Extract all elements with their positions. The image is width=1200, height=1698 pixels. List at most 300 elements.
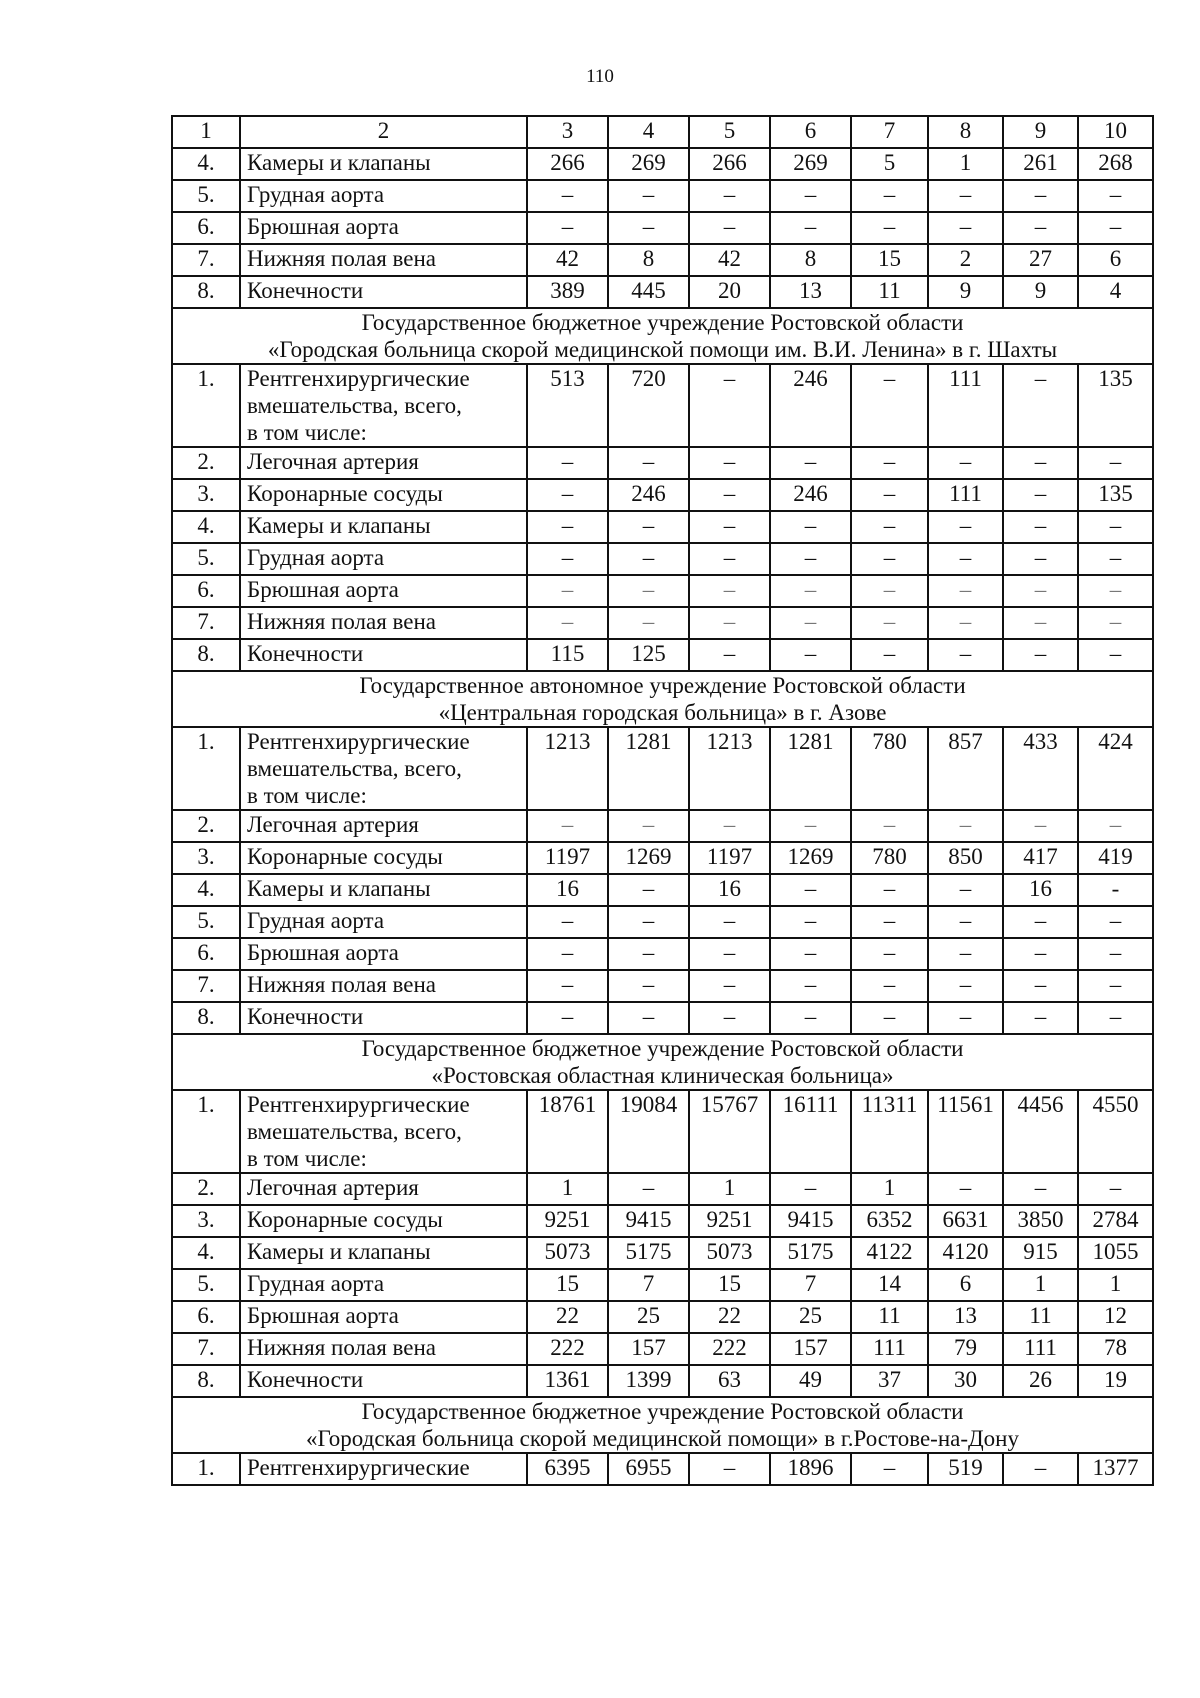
row-label bbox=[240, 639, 527, 671]
table-row bbox=[172, 1269, 1153, 1301]
row-label bbox=[240, 1269, 527, 1301]
table-row bbox=[172, 575, 1153, 607]
value-cell: – bbox=[1078, 810, 1153, 842]
row-number: 1. bbox=[172, 364, 240, 447]
value-cell: – bbox=[1003, 180, 1078, 212]
row-label bbox=[240, 906, 527, 938]
table-row bbox=[172, 543, 1153, 575]
value-cell: 1377 bbox=[1078, 1453, 1153, 1485]
institution-title-line: Государственное автономное учреждение Ростовской области bbox=[359, 673, 966, 698]
value-cell: – bbox=[527, 938, 608, 970]
table-row bbox=[172, 1301, 1153, 1333]
value-cell: 5073 bbox=[527, 1237, 608, 1269]
value-cell: 9415 bbox=[770, 1205, 851, 1237]
value-cell: 49 bbox=[770, 1365, 851, 1397]
row-label-line: Камеры и клапаны bbox=[247, 513, 431, 538]
value-cell: – bbox=[928, 1173, 1003, 1205]
value-cell: – bbox=[770, 447, 851, 479]
value-cell: – bbox=[1003, 639, 1078, 671]
row-number: 4. bbox=[172, 874, 240, 906]
value-cell: – bbox=[527, 212, 608, 244]
value-cell: – bbox=[851, 970, 928, 1002]
value-cell: – bbox=[608, 212, 689, 244]
institution-title-line: «Ростовская областная клиническая больница» bbox=[431, 1063, 894, 1088]
value-cell: – bbox=[851, 1002, 928, 1034]
value-cell: 1361 bbox=[527, 1365, 608, 1397]
row-label-line: в том числе: bbox=[247, 1146, 367, 1171]
row-label-line: Нижняя полая вена bbox=[247, 972, 436, 997]
value-cell: – bbox=[770, 906, 851, 938]
table-row bbox=[172, 1002, 1153, 1034]
value-cell: 15 bbox=[527, 1269, 608, 1301]
value-cell: – bbox=[689, 180, 770, 212]
value-cell: – bbox=[851, 364, 928, 447]
value-cell: 915 bbox=[1003, 1237, 1078, 1269]
section-header-row bbox=[172, 308, 1153, 364]
row-label bbox=[240, 1002, 527, 1034]
value-cell: 8 bbox=[608, 244, 689, 276]
row-label bbox=[240, 970, 527, 1002]
column-number: 3 bbox=[527, 116, 608, 148]
value-cell: 4122 bbox=[851, 1237, 928, 1269]
value-cell: 222 bbox=[689, 1333, 770, 1365]
value-cell: 417 bbox=[1003, 842, 1078, 874]
value-cell: – bbox=[851, 810, 928, 842]
table-row bbox=[172, 1365, 1153, 1397]
value-cell: 16 bbox=[1003, 874, 1078, 906]
value-cell: – bbox=[851, 212, 928, 244]
value-cell: 222 bbox=[527, 1333, 608, 1365]
value-cell: – bbox=[1003, 906, 1078, 938]
value-cell: 266 bbox=[527, 148, 608, 180]
value-cell: – bbox=[1003, 938, 1078, 970]
value-cell: 419 bbox=[1078, 842, 1153, 874]
row-label-line: Нижняя полая вена bbox=[247, 1335, 436, 1360]
row-label bbox=[240, 276, 527, 308]
institution-title bbox=[172, 671, 1153, 727]
column-number: 6 bbox=[770, 116, 851, 148]
value-cell: – bbox=[527, 575, 608, 607]
row-number: 5. bbox=[172, 180, 240, 212]
column-number: 1 bbox=[172, 116, 240, 148]
value-cell: 16111 bbox=[770, 1090, 851, 1173]
value-cell: – bbox=[1078, 1173, 1153, 1205]
value-cell: 6 bbox=[928, 1269, 1003, 1301]
value-cell: 25 bbox=[770, 1301, 851, 1333]
row-label-line: в том числе: bbox=[247, 783, 367, 808]
value-cell: – bbox=[689, 575, 770, 607]
column-number: 9 bbox=[1003, 116, 1078, 148]
value-cell: – bbox=[1078, 575, 1153, 607]
row-label-line: Брюшная аорта bbox=[247, 940, 399, 965]
row-number: 2. bbox=[172, 810, 240, 842]
value-cell: – bbox=[851, 874, 928, 906]
value-cell: 2 bbox=[928, 244, 1003, 276]
value-cell: – bbox=[1003, 970, 1078, 1002]
row-label-line: Конечности bbox=[247, 278, 364, 303]
value-cell: 15767 bbox=[689, 1090, 770, 1173]
row-number: 8. bbox=[172, 1365, 240, 1397]
table-row bbox=[172, 970, 1153, 1002]
row-label-line: Рентгенхирургические bbox=[247, 729, 470, 754]
row-number: 3. bbox=[172, 479, 240, 511]
row-label-line: Легочная артерия bbox=[247, 449, 419, 474]
row-label bbox=[240, 874, 527, 906]
page-number: 110 bbox=[586, 66, 614, 87]
institution-title-line: «Городская больница скорой медицинской помощи» в г.Ростове-на-Дону bbox=[306, 1426, 1019, 1451]
row-number: 7. bbox=[172, 970, 240, 1002]
value-cell: 20 bbox=[689, 276, 770, 308]
value-cell: – bbox=[689, 938, 770, 970]
value-cell: 1 bbox=[1003, 1269, 1078, 1301]
row-label-line: Грудная аорта bbox=[247, 1271, 385, 1296]
value-cell: – bbox=[1003, 1453, 1078, 1485]
value-cell: 11 bbox=[1003, 1301, 1078, 1333]
table-row bbox=[172, 874, 1153, 906]
section-header-row bbox=[172, 1034, 1153, 1090]
row-label-line: Нижняя полая вена bbox=[247, 246, 436, 271]
value-cell: – bbox=[1078, 543, 1153, 575]
value-cell: – bbox=[689, 607, 770, 639]
table-row bbox=[172, 810, 1153, 842]
row-label-line: Коронарные сосуды bbox=[247, 481, 443, 506]
row-label bbox=[240, 842, 527, 874]
row-label bbox=[240, 180, 527, 212]
value-cell: – bbox=[928, 575, 1003, 607]
value-cell: 11 bbox=[851, 1301, 928, 1333]
row-number: 1. bbox=[172, 1453, 240, 1485]
value-cell: 5175 bbox=[608, 1237, 689, 1269]
value-cell: – bbox=[689, 479, 770, 511]
value-cell: 19084 bbox=[608, 1090, 689, 1173]
row-label-line: Коронарные сосуды bbox=[247, 1207, 443, 1232]
value-cell: – bbox=[770, 543, 851, 575]
institution-title-line: Государственное бюджетное учреждение Ростовской области bbox=[361, 310, 964, 335]
value-cell: – bbox=[689, 212, 770, 244]
value-cell: – bbox=[928, 543, 1003, 575]
value-cell: 433 bbox=[1003, 727, 1078, 810]
value-cell: 157 bbox=[770, 1333, 851, 1365]
value-cell: 246 bbox=[608, 479, 689, 511]
value-cell: – bbox=[1003, 447, 1078, 479]
value-cell: 8 bbox=[770, 244, 851, 276]
value-cell: 6395 bbox=[527, 1453, 608, 1485]
value-cell: 1055 bbox=[1078, 1237, 1153, 1269]
value-cell: – bbox=[770, 212, 851, 244]
row-label bbox=[240, 1205, 527, 1237]
table-row bbox=[172, 639, 1153, 671]
value-cell: – bbox=[1003, 1173, 1078, 1205]
row-label bbox=[240, 364, 527, 447]
row-label-line: Брюшная аорта bbox=[247, 577, 399, 602]
value-cell: 11 bbox=[851, 276, 928, 308]
row-label-line: Легочная артерия bbox=[247, 812, 419, 837]
value-cell: 519 bbox=[928, 1453, 1003, 1485]
row-label bbox=[240, 938, 527, 970]
table-row bbox=[172, 727, 1153, 810]
value-cell: 11311 bbox=[851, 1090, 928, 1173]
institution-title-line: «Городская больница скорой медицинской помощи им. В.И. Ленина» в г. Шахты bbox=[267, 337, 1058, 362]
row-label bbox=[240, 543, 527, 575]
value-cell: – bbox=[770, 970, 851, 1002]
row-label bbox=[240, 575, 527, 607]
row-number: 7. bbox=[172, 1333, 240, 1365]
value-cell: 246 bbox=[770, 364, 851, 447]
value-cell: – bbox=[770, 607, 851, 639]
value-cell: 5 bbox=[851, 148, 928, 180]
row-number: 3. bbox=[172, 1205, 240, 1237]
value-cell: 42 bbox=[689, 244, 770, 276]
value-cell: 30 bbox=[928, 1365, 1003, 1397]
row-number: 4. bbox=[172, 1237, 240, 1269]
value-cell: 720 bbox=[608, 364, 689, 447]
value-cell: 1197 bbox=[689, 842, 770, 874]
value-cell: – bbox=[689, 447, 770, 479]
institution-title-line: Государственное бюджетное учреждение Ростовской области bbox=[361, 1036, 964, 1061]
row-number: 6. bbox=[172, 938, 240, 970]
value-cell: – bbox=[527, 607, 608, 639]
value-cell: – bbox=[608, 511, 689, 543]
row-label-line: Камеры и клапаны bbox=[247, 150, 431, 175]
value-cell: 135 bbox=[1078, 364, 1153, 447]
value-cell: 19 bbox=[1078, 1365, 1153, 1397]
row-label-line: Рентгенхирургические bbox=[247, 366, 470, 391]
value-cell: – bbox=[689, 543, 770, 575]
value-cell: 269 bbox=[608, 148, 689, 180]
value-cell: – bbox=[608, 906, 689, 938]
value-cell: 1 bbox=[527, 1173, 608, 1205]
row-label bbox=[240, 1333, 527, 1365]
value-cell: – bbox=[851, 1453, 928, 1485]
row-number: 8. bbox=[172, 1002, 240, 1034]
row-number: 3. bbox=[172, 842, 240, 874]
row-number: 5. bbox=[172, 906, 240, 938]
value-cell: 4120 bbox=[928, 1237, 1003, 1269]
value-cell: – bbox=[1078, 511, 1153, 543]
value-cell: 42 bbox=[527, 244, 608, 276]
value-cell: – bbox=[689, 639, 770, 671]
row-number: 6. bbox=[172, 1301, 240, 1333]
row-label bbox=[240, 1090, 527, 1173]
value-cell: 37 bbox=[851, 1365, 928, 1397]
value-cell: – bbox=[1003, 212, 1078, 244]
value-cell: – bbox=[608, 1173, 689, 1205]
row-number: 6. bbox=[172, 212, 240, 244]
value-cell: – bbox=[770, 511, 851, 543]
table-row bbox=[172, 1237, 1153, 1269]
value-cell: 14 bbox=[851, 1269, 928, 1301]
value-cell: – bbox=[608, 1002, 689, 1034]
table-row bbox=[172, 148, 1153, 180]
value-cell: 7 bbox=[608, 1269, 689, 1301]
value-cell: – bbox=[851, 543, 928, 575]
table-row bbox=[172, 1333, 1153, 1365]
table-row bbox=[172, 180, 1153, 212]
value-cell: 25 bbox=[608, 1301, 689, 1333]
row-label bbox=[240, 1365, 527, 1397]
value-cell: 9251 bbox=[527, 1205, 608, 1237]
row-number: 8. bbox=[172, 639, 240, 671]
row-number: 7. bbox=[172, 607, 240, 639]
value-cell: – bbox=[1078, 180, 1153, 212]
value-cell: 1399 bbox=[608, 1365, 689, 1397]
value-cell: – bbox=[770, 1173, 851, 1205]
value-cell: – bbox=[527, 906, 608, 938]
value-cell: – bbox=[770, 180, 851, 212]
column-number: 4 bbox=[608, 116, 689, 148]
value-cell: 11561 bbox=[928, 1090, 1003, 1173]
row-label bbox=[240, 244, 527, 276]
value-cell: – bbox=[928, 810, 1003, 842]
value-cell: – bbox=[608, 447, 689, 479]
value-cell: – bbox=[851, 906, 928, 938]
value-cell: 2784 bbox=[1078, 1205, 1153, 1237]
value-cell: – bbox=[1003, 479, 1078, 511]
row-label-line: Нижняя полая вена bbox=[247, 609, 436, 634]
value-cell: – bbox=[689, 1453, 770, 1485]
row-label bbox=[240, 1301, 527, 1333]
value-cell: 780 bbox=[851, 727, 928, 810]
value-cell: – bbox=[608, 874, 689, 906]
value-cell: 1197 bbox=[527, 842, 608, 874]
value-cell: 1 bbox=[689, 1173, 770, 1205]
row-label bbox=[240, 148, 527, 180]
table-row bbox=[172, 842, 1153, 874]
value-cell: 1 bbox=[851, 1173, 928, 1205]
row-label-line: Конечности bbox=[247, 1367, 364, 1392]
row-label-line: Камеры и клапаны bbox=[247, 876, 431, 901]
value-cell: – bbox=[928, 212, 1003, 244]
value-cell: 15 bbox=[689, 1269, 770, 1301]
value-cell: – bbox=[851, 479, 928, 511]
row-label-line: Конечности bbox=[247, 1004, 364, 1029]
value-cell: – bbox=[689, 511, 770, 543]
value-cell: 27 bbox=[1003, 244, 1078, 276]
row-label bbox=[240, 511, 527, 543]
value-cell: 7 bbox=[770, 1269, 851, 1301]
value-cell: 9415 bbox=[608, 1205, 689, 1237]
value-cell: 111 bbox=[1003, 1333, 1078, 1365]
row-label-line: Коронарные сосуды bbox=[247, 844, 443, 869]
value-cell: 6631 bbox=[928, 1205, 1003, 1237]
row-label-line: Рентгенхирургические bbox=[247, 1092, 470, 1117]
table-row bbox=[172, 938, 1153, 970]
section-header-row bbox=[172, 671, 1153, 727]
table-row bbox=[172, 244, 1153, 276]
row-label-line: Грудная аорта bbox=[247, 545, 385, 570]
value-cell: 4456 bbox=[1003, 1090, 1078, 1173]
value-cell: – bbox=[928, 874, 1003, 906]
row-label bbox=[240, 1237, 527, 1269]
value-cell: – bbox=[1078, 607, 1153, 639]
value-cell: 4 bbox=[1078, 276, 1153, 308]
value-cell: – bbox=[928, 906, 1003, 938]
value-cell: – bbox=[851, 607, 928, 639]
value-cell: 125 bbox=[608, 639, 689, 671]
value-cell: – bbox=[1003, 543, 1078, 575]
value-cell: 246 bbox=[770, 479, 851, 511]
value-cell: – bbox=[928, 639, 1003, 671]
value-cell: – bbox=[928, 1002, 1003, 1034]
row-number: 6. bbox=[172, 575, 240, 607]
value-cell: 4550 bbox=[1078, 1090, 1153, 1173]
value-cell: – bbox=[928, 511, 1003, 543]
table-row bbox=[172, 276, 1153, 308]
value-cell: – bbox=[608, 810, 689, 842]
row-number: 4. bbox=[172, 148, 240, 180]
column-number: 10 bbox=[1078, 116, 1153, 148]
value-cell: 1 bbox=[928, 148, 1003, 180]
column-number: 2 bbox=[240, 116, 527, 148]
row-number: 5. bbox=[172, 1269, 240, 1301]
column-number: 5 bbox=[689, 116, 770, 148]
value-cell: – bbox=[608, 180, 689, 212]
value-cell: 1213 bbox=[689, 727, 770, 810]
row-number: 1. bbox=[172, 1090, 240, 1173]
value-cell: – bbox=[608, 970, 689, 1002]
value-cell: – bbox=[1078, 212, 1153, 244]
value-cell: – bbox=[527, 543, 608, 575]
value-cell: – bbox=[770, 810, 851, 842]
value-cell: – bbox=[851, 575, 928, 607]
row-number: 2. bbox=[172, 1173, 240, 1205]
value-cell: 6 bbox=[1078, 244, 1153, 276]
value-cell: 18761 bbox=[527, 1090, 608, 1173]
row-label-line: вмешательства, всего, bbox=[247, 393, 462, 418]
value-cell: – bbox=[928, 938, 1003, 970]
value-cell: 111 bbox=[851, 1333, 928, 1365]
value-cell: 16 bbox=[527, 874, 608, 906]
row-label bbox=[240, 479, 527, 511]
row-label-line: Грудная аорта bbox=[247, 908, 385, 933]
value-cell: – bbox=[527, 970, 608, 1002]
row-number: 7. bbox=[172, 244, 240, 276]
table-row bbox=[172, 1205, 1153, 1237]
value-cell: – bbox=[689, 810, 770, 842]
value-cell: – bbox=[608, 938, 689, 970]
column-number: 7 bbox=[851, 116, 928, 148]
row-number: 8. bbox=[172, 276, 240, 308]
value-cell: 424 bbox=[1078, 727, 1153, 810]
value-cell: – bbox=[608, 543, 689, 575]
row-number: 5. bbox=[172, 543, 240, 575]
value-cell: 5175 bbox=[770, 1237, 851, 1269]
value-cell: – bbox=[527, 511, 608, 543]
value-cell: 78 bbox=[1078, 1333, 1153, 1365]
value-cell: – bbox=[1078, 938, 1153, 970]
value-cell: 13 bbox=[928, 1301, 1003, 1333]
value-cell: – bbox=[1078, 447, 1153, 479]
table-row bbox=[172, 511, 1153, 543]
value-cell: 1896 bbox=[770, 1453, 851, 1485]
value-cell: – bbox=[928, 180, 1003, 212]
value-cell: 9 bbox=[928, 276, 1003, 308]
value-cell: 5073 bbox=[689, 1237, 770, 1269]
value-cell: – bbox=[527, 810, 608, 842]
value-cell: 22 bbox=[527, 1301, 608, 1333]
value-cell: – bbox=[1078, 970, 1153, 1002]
value-cell: – bbox=[689, 906, 770, 938]
value-cell: – bbox=[1003, 575, 1078, 607]
value-cell: 22 bbox=[689, 1301, 770, 1333]
value-cell: – bbox=[1003, 810, 1078, 842]
institution-title bbox=[172, 1397, 1153, 1453]
value-cell: – bbox=[1003, 364, 1078, 447]
value-cell: 135 bbox=[1078, 479, 1153, 511]
value-cell: – bbox=[527, 447, 608, 479]
row-label bbox=[240, 607, 527, 639]
value-cell: 1281 bbox=[770, 727, 851, 810]
